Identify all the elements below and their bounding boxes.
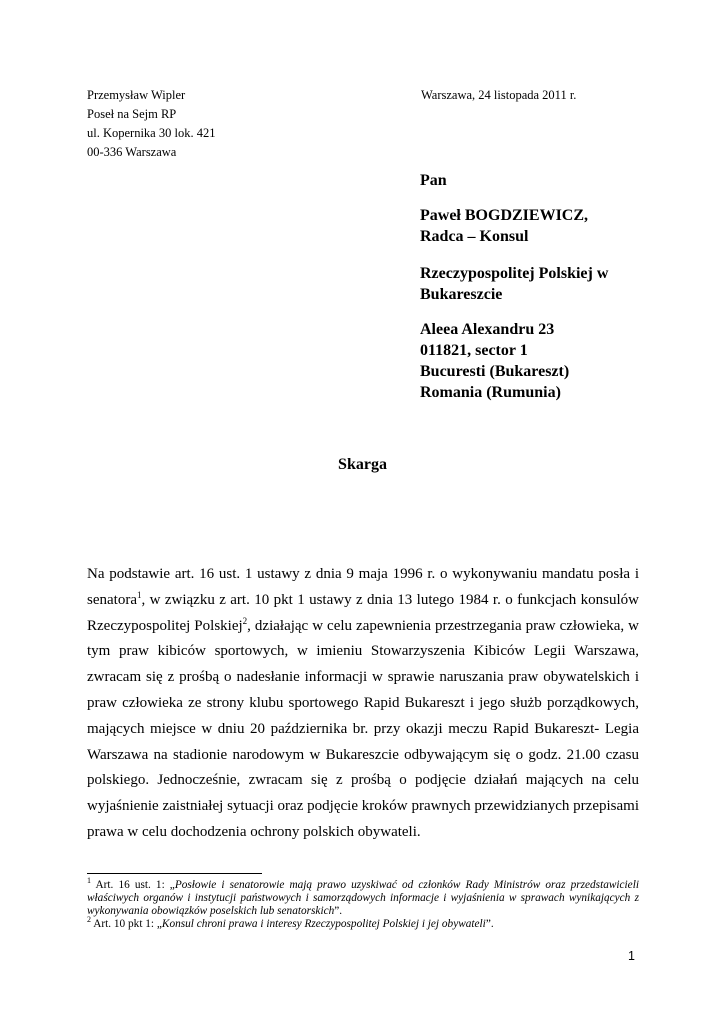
body-part3: , działając w celu zapewnienia przestrzegania praw człowieka, w tym praw kibiców sportowych, w imieniu Stowarzyszenia Kibiców Legii Warszawa, zwracam się z prośbą o nadesłanie informacji w sprawie naruszania praw obywatelskich i praw człowieka ze strony klubu sportowego Rapid Bukareszt i jego służb porządkowych, mających miejsce w dniu 20 października br. przy okazji meczu Rapid Bukareszt- Legia Warszawa na stadionie narodowym w Bukareszcie odbywającym się o godz. 21.00 czasu polskiego. Jednocześnie, zwracam się z prośbą o podjęcie działań mających na celu wyjaśnienie zaistniałej sytuacji oraz podjęcie kroków prawnych przewidzianych przepisami prawa w celu dochodzenia ochrony polskich obywateli. [87, 617, 639, 840]
sender-position: Poseł na Sejm RP [87, 107, 177, 121]
footnote-divider [87, 873, 262, 874]
footnote-2-number: 2 [87, 915, 91, 925]
footnote-1-number: 1 [87, 876, 91, 886]
recipient-address2: 011821, sector 1 [420, 342, 528, 359]
footnote-ref-2: 2 [242, 615, 248, 626]
footnote-1-quote: Posłowie i senatorowie mają prawo uzyskiwać od członków Rady Ministrów oraz przedstawicieli właściwych organów i instytucji państwowych i samorządowych informacje i wyjaśnienia w sprawach wynikających z wykonywania obowiązków poselskich lub senatorskich [87, 879, 639, 917]
sender-block [87, 86, 215, 162]
footnote-2-prefix: Art. 10 pkt 1: „ [91, 918, 162, 930]
sender-city: 00-336 Warszawa [87, 145, 177, 159]
body-paragraph [87, 562, 639, 846]
footnote-2 [87, 915, 639, 931]
letter-date: Warszawa, 24 listopada 2011 r. [421, 88, 577, 102]
sender-name: Przemysław Wipler [87, 88, 186, 102]
footnote-2-suffix: ”. [485, 918, 494, 930]
page-number: 1 [628, 949, 635, 963]
footnote-2-quote: Konsul chroni prawa i interesy Rzeczypospolitej Polskiej i jej obywateli [161, 918, 486, 930]
footnote-1-prefix: Art. 16 ust. 1: „ [91, 879, 175, 891]
footnote-1 [87, 876, 639, 918]
body-part1: Na podstawie art. 16 ust. 1 ustawy z dnia 9 maja 1996 r. o wykonywaniu mandatu posła i senatora [87, 566, 639, 608]
recipient-office-line2: Bukareszcie [420, 286, 503, 303]
sender-street: ul. Kopernika 30 lok. 421 [87, 126, 216, 140]
recipient-salutation: Pan [420, 172, 447, 189]
recipient-office-line1: Rzeczypospolitej Polskiej w [420, 265, 609, 282]
recipient-role: Radca – Konsul [420, 228, 529, 245]
footnote-ref-1: 1 [136, 589, 142, 600]
document-title: Skarga [338, 456, 387, 473]
recipient-address3: Bucuresti (Bukareszt) [420, 363, 570, 380]
recipient-address4: Romania (Rumunia) [420, 384, 561, 401]
recipient-address1: Aleea Alexandru 23 [420, 321, 555, 338]
body-part2: , w związku z art. 10 pkt 1 ustawy z dnia 13 lutego 1984 r. o funkcjach konsulów Rzeczypospolitej Polskiej [87, 591, 639, 634]
footnote-1-suffix: ”. [334, 905, 343, 917]
recipient-name: Paweł BOGDZIEWICZ, [420, 207, 589, 224]
footnotes [87, 876, 639, 931]
